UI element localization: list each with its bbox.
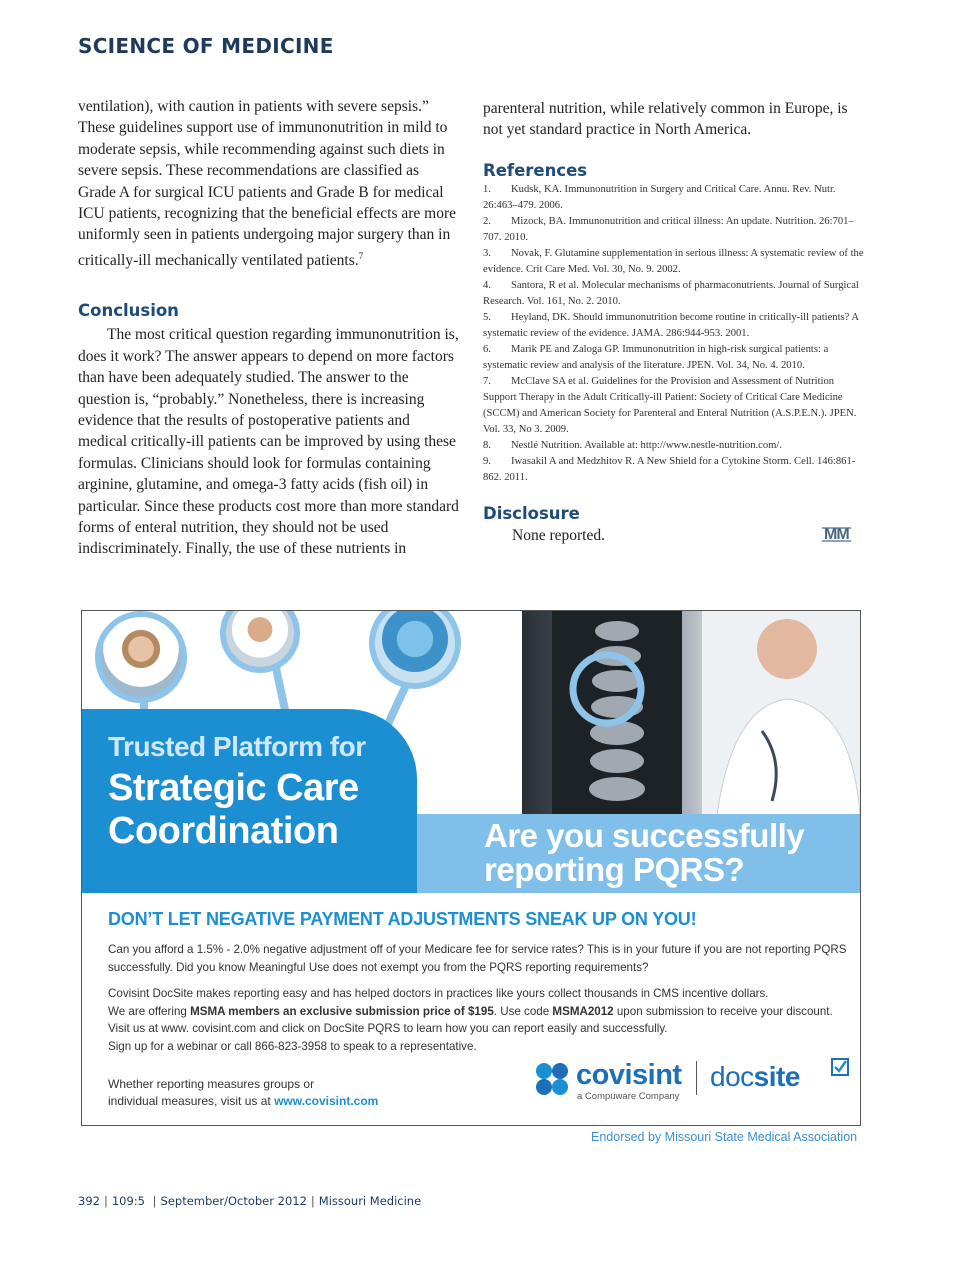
reference-text: McClave SA et al. Guidelines for the Provision and Assessment of Nutrition Support Therapy in the Adult Critically-ill Patient: Society of Critical Care Medicine (SCCM) and American Society for Parenteral and Enteral Nutrition (A.S.P.E.N.). JPEN. Vol. 33, No 3. 2009. (483, 375, 857, 435)
page-footer: 392 | 109:5 | September/October 2012 | Missouri Medicine (78, 1194, 422, 1208)
reference-item (483, 278, 868, 310)
reference-number: 1. (483, 183, 491, 195)
ad-p2-line-2e: upon submission to receive your discount. (613, 1004, 833, 1018)
conclusion-paragraph: The most critical question regarding immunonutrition is, does it work? The answer appears to depend on more factors than have been adequately studied. The answer to the question is, “probably.” Nonetheless, there is increasing evidence that the results of postoperative patients and medical critically-ill patients can be improved by using these formulas. Clinicians should look for formulas containing arginine, glutamine, and omega-3 fatty acids (fish oil) in particular. Since these products cost more than more standard forms of enteral nutrition, they should not be used indiscriminately. Finally, the use of these nutrients in (78, 326, 459, 558)
issue-date: September/October 2012 (160, 1194, 307, 1208)
section-header: SCIENCE OF MEDICINE (78, 34, 334, 58)
covisint-link[interactable]: www.covisint.com (274, 1093, 379, 1108)
ad-p2-line-4: Sign up for a webinar or call 866-823-3958 to speak to a representative. (108, 1039, 477, 1053)
ad-headline: DON’T LET NEGATIVE PAYMENT ADJUSTMENTS SNEAK UP ON YOU! (108, 909, 697, 929)
intro-paragraph (78, 96, 460, 271)
reference-item (483, 374, 868, 438)
reference-item (483, 438, 868, 454)
mm-logo: MM (824, 526, 849, 543)
references-heading: References (483, 160, 588, 180)
reference-item (483, 182, 868, 214)
reference-item (483, 310, 868, 342)
doctor-phone-photo (220, 610, 300, 673)
reference-text: Marik PE and Zaloga GP. Immunonutrition in high-risk surgical patients: a systematic review and analysis of the literature. JPEN. Vol. 34, No. 4. 2010. (483, 343, 829, 371)
covisint-advertisement (81, 610, 861, 1126)
intro-paragraph-text: ventilation), with caution in patients with severe sepsis.” These guidelines support use of immunonutrition in mild to moderate sepsis, while recommending against such diets in severe sepsis. These recommendations are classified as Grade A for surgical ICU patients and Grade B for medical ICU patients, recognizing that the beneficial effects are more uniformly seen in patients undergoing major surgery than in critically-ill mechanically ventilated patients. (78, 98, 457, 269)
ad-title-line-1: Trusted Platform for (108, 731, 366, 762)
references-list (483, 182, 868, 486)
endorsement-text: Endorsed by Missouri State Medical Association (591, 1130, 858, 1144)
continuation-paragraph: parenteral nutrition, while relatively common in Europe, is not yet standard practice in North America. (483, 100, 848, 139)
reference-item (483, 214, 868, 246)
ad-title-line-2: Strategic Care Coordination (108, 767, 359, 852)
docsite-checkbox-icon (830, 1055, 850, 1077)
footnote-marker: 7 (358, 250, 364, 261)
reference-item (483, 342, 868, 374)
surgeons-photo (369, 610, 461, 689)
ad-p2-offer: MSMA members an exclusive submission price of $195 (190, 1004, 494, 1018)
reference-number: 8. (483, 439, 491, 451)
ad-p2-line-1: Covisint DocSite makes reporting easy and has helped doctors in practices like yours collect thousands in CMS incentive dollars. (108, 987, 769, 1000)
reference-text: Santora, R et al. Molecular mechanisms of pharmaconutrients. Journal of Surgical Research. Vol. 161, No. 2. 2010. (483, 279, 859, 307)
page-number: 392 (78, 1194, 100, 1208)
ad-paragraph-1: Can you afford a 1.5% - 2.0% negative adjustment off of your Medicare fee for service rates? This is in your future if you are not reporting PQRS successfully. Did you know Meaningful Use does not exempt you from the PQRS reporting requirements? (108, 943, 847, 974)
reference-text: Kudsk, KA. Immunonutrition in Surgery and Critical Care. Annu. Rev. Nutr. 26:463–479. 2006. (483, 183, 836, 211)
reference-number: 5. (483, 311, 491, 323)
reference-item (483, 246, 868, 278)
ad-question: Are you successfully reporting PQRS? (484, 817, 805, 888)
covisint-wordmark: covisint (576, 1059, 682, 1091)
ad-p2-line-2a: We are offering (108, 1004, 191, 1018)
reference-number: 7. (483, 375, 491, 387)
ad-p2-line-3: Visit us at www. covisint.com and click on DocSite PQRS to learn how you can report easily and successfully. (108, 1022, 668, 1035)
ad-visit-text (108, 1076, 378, 1109)
reference-item (483, 454, 868, 486)
disclosure-heading: Disclosure (483, 503, 580, 523)
reference-number: 3. (483, 247, 491, 259)
reference-number: 6. (483, 343, 491, 355)
reference-text: Mizock, BA. Immunonutrition and critical illness: An update. Nutrition. 26:701–707. 2010. (483, 215, 854, 243)
left-column (78, 96, 460, 560)
reference-number: 2. (483, 215, 491, 227)
docsite-wordmark (710, 1061, 800, 1093)
xray-graphic (522, 611, 860, 816)
ad-p2-line-2c: . Use code (493, 1004, 553, 1018)
covisint-logo-icon (534, 1061, 570, 1097)
ad-paragraph-2 (108, 985, 848, 1055)
issue-number: 109:5 (111, 1194, 145, 1208)
nurse-photo (95, 611, 187, 703)
journal-name: Missouri Medicine (318, 1194, 422, 1208)
covisint-tagline: a Compuware Company (577, 1091, 680, 1102)
right-column (483, 98, 868, 545)
docsite-bold: site (753, 1061, 800, 1092)
reference-text: Novak, F. Glutamine supplementation in serious illness: A systematic review of the evidence. Crit Care Med. Vol. 30, No. 9. 2002. (483, 247, 864, 275)
reference-number: 9. (483, 455, 491, 467)
docsite-light: doc (710, 1061, 754, 1092)
logo-divider (696, 1061, 697, 1095)
reference-text: Nestlé Nutrition. Available at: http://www.nestle-nutrition.com/. (511, 439, 782, 451)
reference-text: Heyland, DK. Should immunonutrition become routine in critically-ill patients? A systematic review of the evidence. JAMA. 286:944-953. 2001. (483, 311, 859, 339)
sponsor-logos (534, 1053, 854, 1109)
ad-visit-line-2: individual measures, visit us at (108, 1093, 275, 1108)
ad-visit-line-1: Whether reporting measures groups or (108, 1077, 315, 1091)
conclusion-heading: Conclusion (78, 301, 179, 321)
reference-number: 4. (483, 279, 491, 291)
reference-text: Iwasakil A and Medzhitov R. A New Shield for a Cytokine Storm. Cell. 146:861-862. 2011. (483, 455, 856, 483)
disclosure-text: None reported. (512, 526, 605, 544)
ad-p2-code: MSMA2012 (552, 1004, 614, 1018)
